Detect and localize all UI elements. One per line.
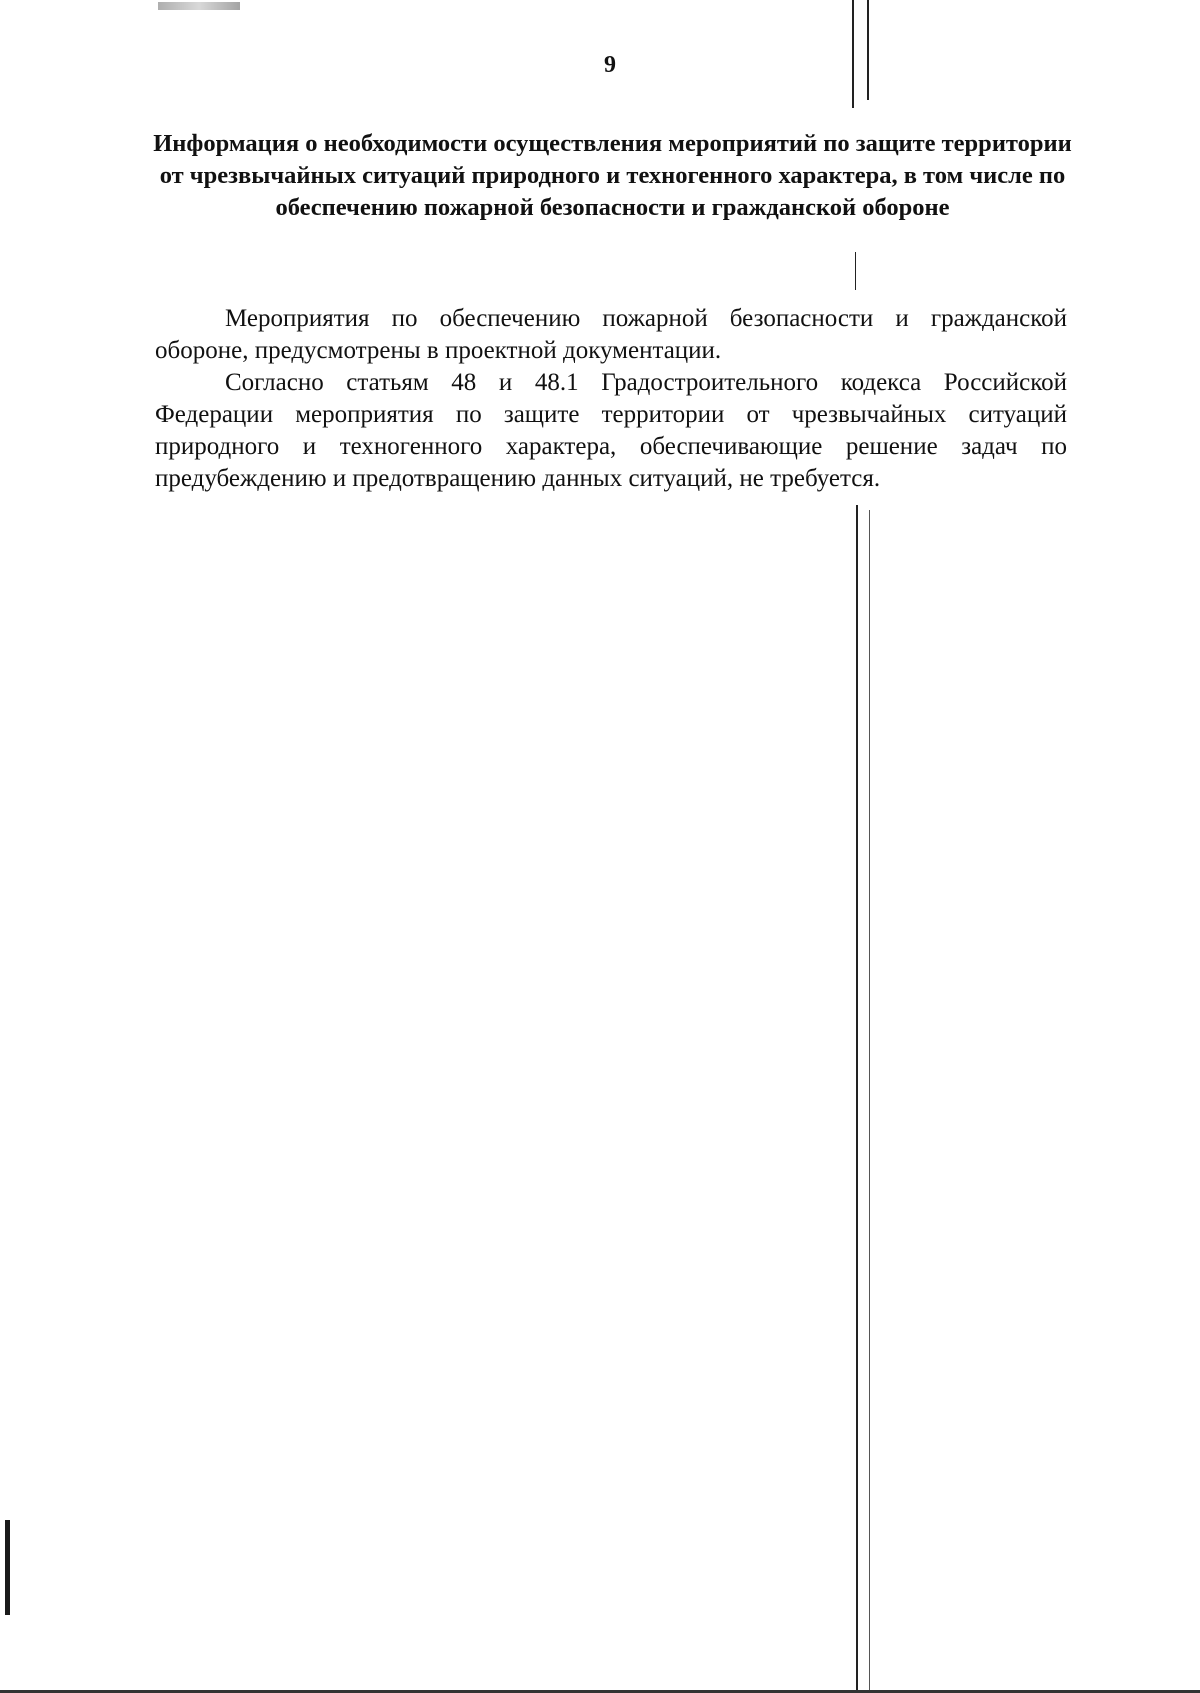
scan-line-top-a [852, 0, 854, 108]
scan-smudge [158, 2, 240, 10]
page-number: 9 [604, 52, 616, 78]
section-heading: Информация о необходимости осуществления мероприятий по защите территории от чрезвычайных ситуаций природного и техногенного характера, в том числе по обеспечению пожарной безопасности и гражданской обороне [153, 130, 1072, 221]
scan-line-mid [855, 252, 856, 290]
body-text [155, 303, 1067, 495]
paragraph-fire-safety: Мероприятия по обеспечению пожарной безопасности и гражданской обороне, предусмотрены в проектной документации. [155, 305, 1067, 364]
scan-line-top-b [867, 0, 869, 100]
scan-line-long-b [869, 510, 870, 1693]
scan-edge-mark [5, 1520, 10, 1615]
paragraph-urban-code: Согласно статьям 48 и 48.1 Градостроительного кодекса Российской Федерации мероприятия по защите территории от чрезвычайных ситуаций природного и техногенного характера, обеспечивающие решение задач по предубеждению и предотвращению данных ситуаций, не требуется. [155, 369, 1067, 492]
scan-line-long-a [856, 505, 858, 1693]
